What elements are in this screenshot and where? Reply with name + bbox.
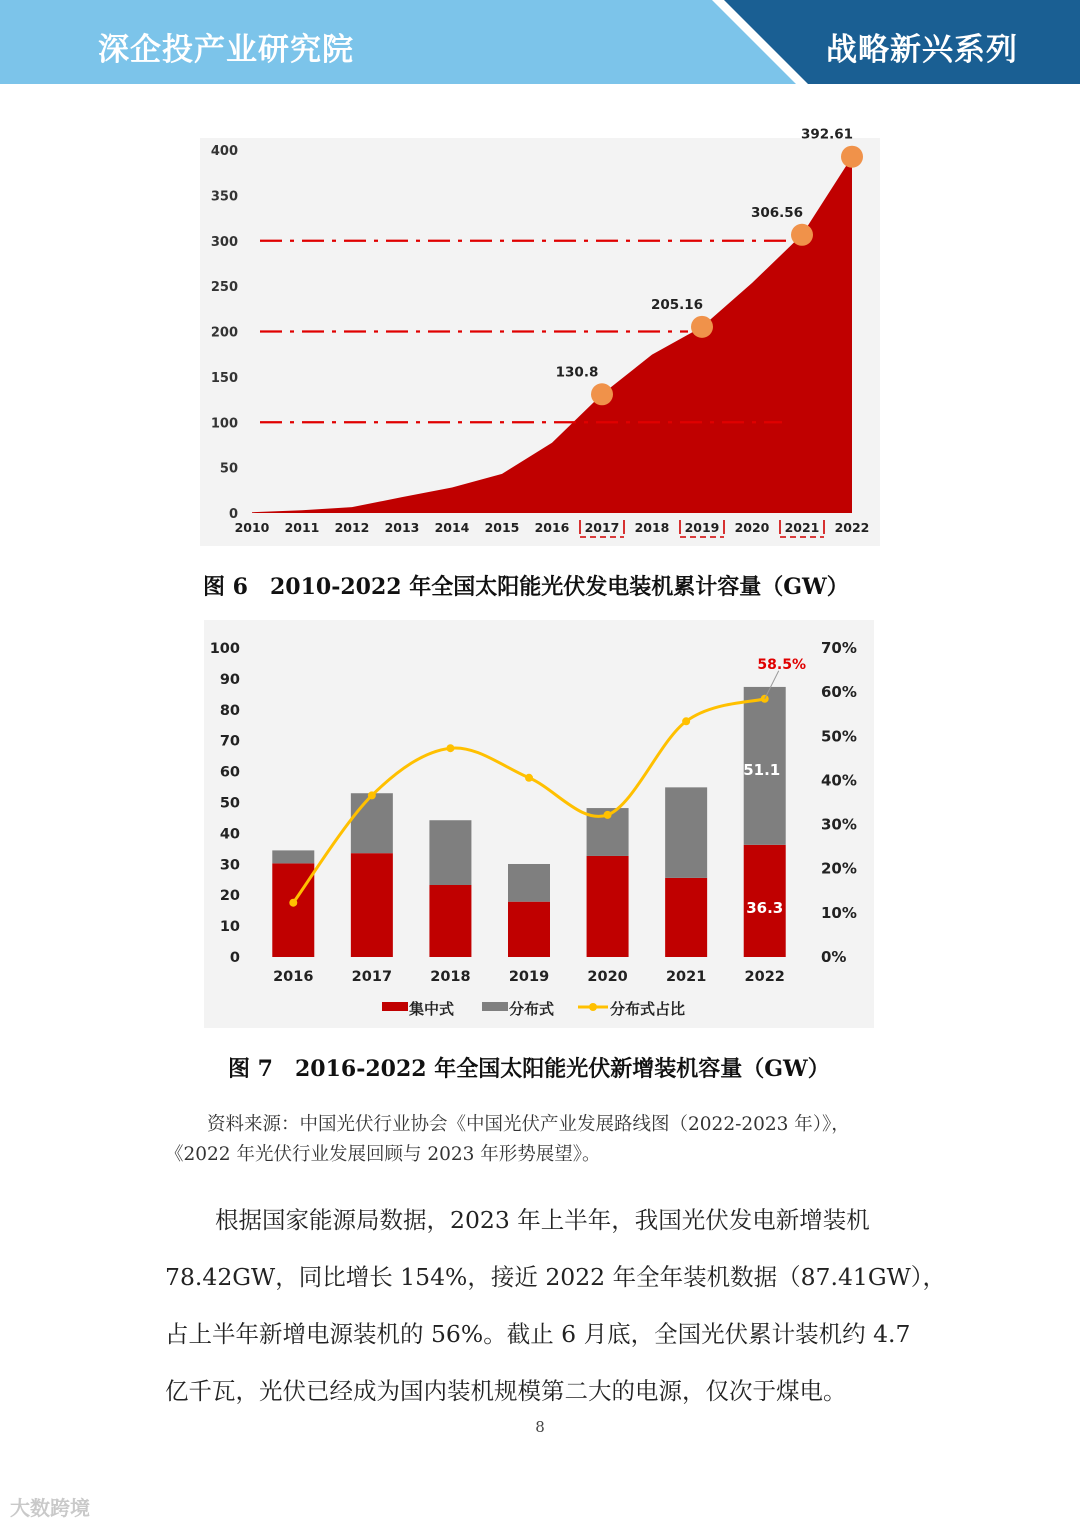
y2-tick-label: 70% [821,639,857,657]
x-tick-label: 2016 [534,520,570,535]
x-tick-label: 2012 [334,520,370,535]
paragraph-line-3: 占上半年新增电源装机的 56%。截止 6 月底，全国光伏累计装机约 4.7 [165,1320,911,1348]
data-label: 51.1 [743,760,781,779]
x-tick-label: 2021 [784,520,820,535]
data-label: 130.8 [555,364,599,381]
source-line-1: 资料来源：中国光伏行业协会《中国光伏产业发展路线图（2022-2023 年）》， [207,1114,850,1135]
bar-distributed [665,787,707,878]
x-tick-label: 2010 [234,520,270,535]
highlight-marker [691,316,713,338]
x-tick-label: 2016 [273,969,314,985]
y2-tick-label: 40% [821,771,857,790]
x-tick-label: 2019 [684,520,720,535]
y-tick-label: 20 [219,888,240,905]
body-paragraph [165,1192,947,1420]
paragraph-line-1: 根据国家能源局数据，2023 年上半年，我国光伏发电新增装机 [215,1206,870,1234]
x-tick-label: 2014 [434,520,470,535]
bar-central [272,863,314,957]
series-name: 战略新兴系列 [826,32,1018,68]
legend-label-distributed: 分布式 [509,1000,555,1018]
y2-tick-label: 0% [821,948,847,966]
data-label: 392.61 [800,126,854,143]
y2-tick-label: 10% [821,903,857,922]
y-tick-label: 100 [209,641,240,657]
x-tick-label: 2018 [430,969,471,985]
x-tick-label: 2021 [665,969,707,985]
highlight-marker [791,224,813,246]
legend-swatch-distributed [482,1002,508,1011]
y-tick-label: 0 [228,507,238,522]
highlight-marker [841,146,863,168]
y2-tick-label: 60% [821,683,857,702]
share-point [289,899,297,907]
y-tick-label: 150 [210,370,238,386]
x-tick-label: 2022 [744,969,785,985]
bar-central [665,878,707,957]
bar-distributed [429,820,471,885]
bar-distributed [351,793,393,853]
x-tick-label: 2022 [834,520,870,535]
figure6-caption: 图 6 2010-2022 年全国太阳能光伏发电装机累计容量（GW） [203,574,849,600]
data-label: 306.56 [750,204,804,221]
y-tick-label: 40 [219,826,240,843]
figure6-chart [200,126,880,546]
bar-distributed [508,864,550,902]
share-point [682,717,690,725]
bar-central [429,885,471,957]
y2-tick-label: 50% [821,727,857,746]
y-tick-label: 50 [219,461,238,477]
y-tick-label: 400 [210,144,238,159]
bar-central [508,902,550,957]
x-tick-label: 2017 [584,520,620,535]
x-tick-label: 2020 [587,969,628,985]
share-point [604,811,612,819]
bar-central [351,853,393,957]
y-tick-label: 80 [219,702,240,719]
y-tick-label: 10 [219,919,240,936]
y-tick-label: 50 [219,795,240,812]
paragraph-line-2: 78.42GW，同比增长 154%，接近 2022 年全年装机数据（87.41GW）， [165,1263,947,1291]
y-tick-label: 90 [219,671,240,688]
source-line-2: 《2022 年光伏行业发展回顾与 2023 年形势展望》。 [165,1144,601,1165]
y-tick-label: 60 [219,764,240,781]
y-tick-label: 100 [210,416,238,432]
share-point [446,744,454,752]
figure6-svg [200,126,880,546]
y2-tick-label: 20% [821,859,857,878]
share-point [368,791,376,799]
highlight-marker [591,383,613,405]
share-point [525,774,533,782]
data-label: 58.5% [757,656,807,673]
legend-label-central: 集中式 [409,1000,455,1018]
legend-label-share: 分布式占比 [610,1000,686,1018]
x-tick-label: 2020 [734,520,770,535]
bar-distributed [272,850,314,863]
legend-swatch-central [382,1002,408,1011]
y2-tick-label: 30% [821,815,857,834]
source-note [165,1110,925,1170]
y-tick-label: 0 [229,950,240,966]
y-tick-label: 70 [219,733,240,750]
figure7-chart [204,620,874,1028]
y-tick-label: 30 [219,857,240,874]
page-number: 8 [535,1418,545,1436]
bar-central [587,856,629,957]
institute-name: 深企投产业研究院 [98,32,354,68]
legend-marker-share [589,1003,597,1011]
watermark-logo: 大数跨境 [10,1496,90,1520]
paragraph-line-4: 亿千瓦，光伏已经成为国内装机规模第二大的电源，仅次于煤电。 [165,1377,847,1405]
figure7-svg [204,620,874,1028]
x-tick-label: 2013 [384,520,420,535]
y-tick-label: 200 [210,325,238,341]
x-tick-label: 2019 [508,969,550,985]
y-tick-label: 250 [210,280,238,296]
y-tick-label: 300 [210,234,238,250]
data-label: 205.16 [650,296,704,313]
x-tick-label: 2011 [284,520,320,535]
header-banner [0,0,1080,84]
y-tick-label: 350 [210,189,238,205]
x-tick-label: 2017 [351,969,393,985]
data-label: 36.3 [746,898,784,917]
figure7-caption: 图 7 2016-2022 年全国太阳能光伏新增装机容量（GW） [228,1056,830,1082]
x-tick-label: 2015 [484,520,520,535]
x-tick-label: 2018 [634,520,670,535]
